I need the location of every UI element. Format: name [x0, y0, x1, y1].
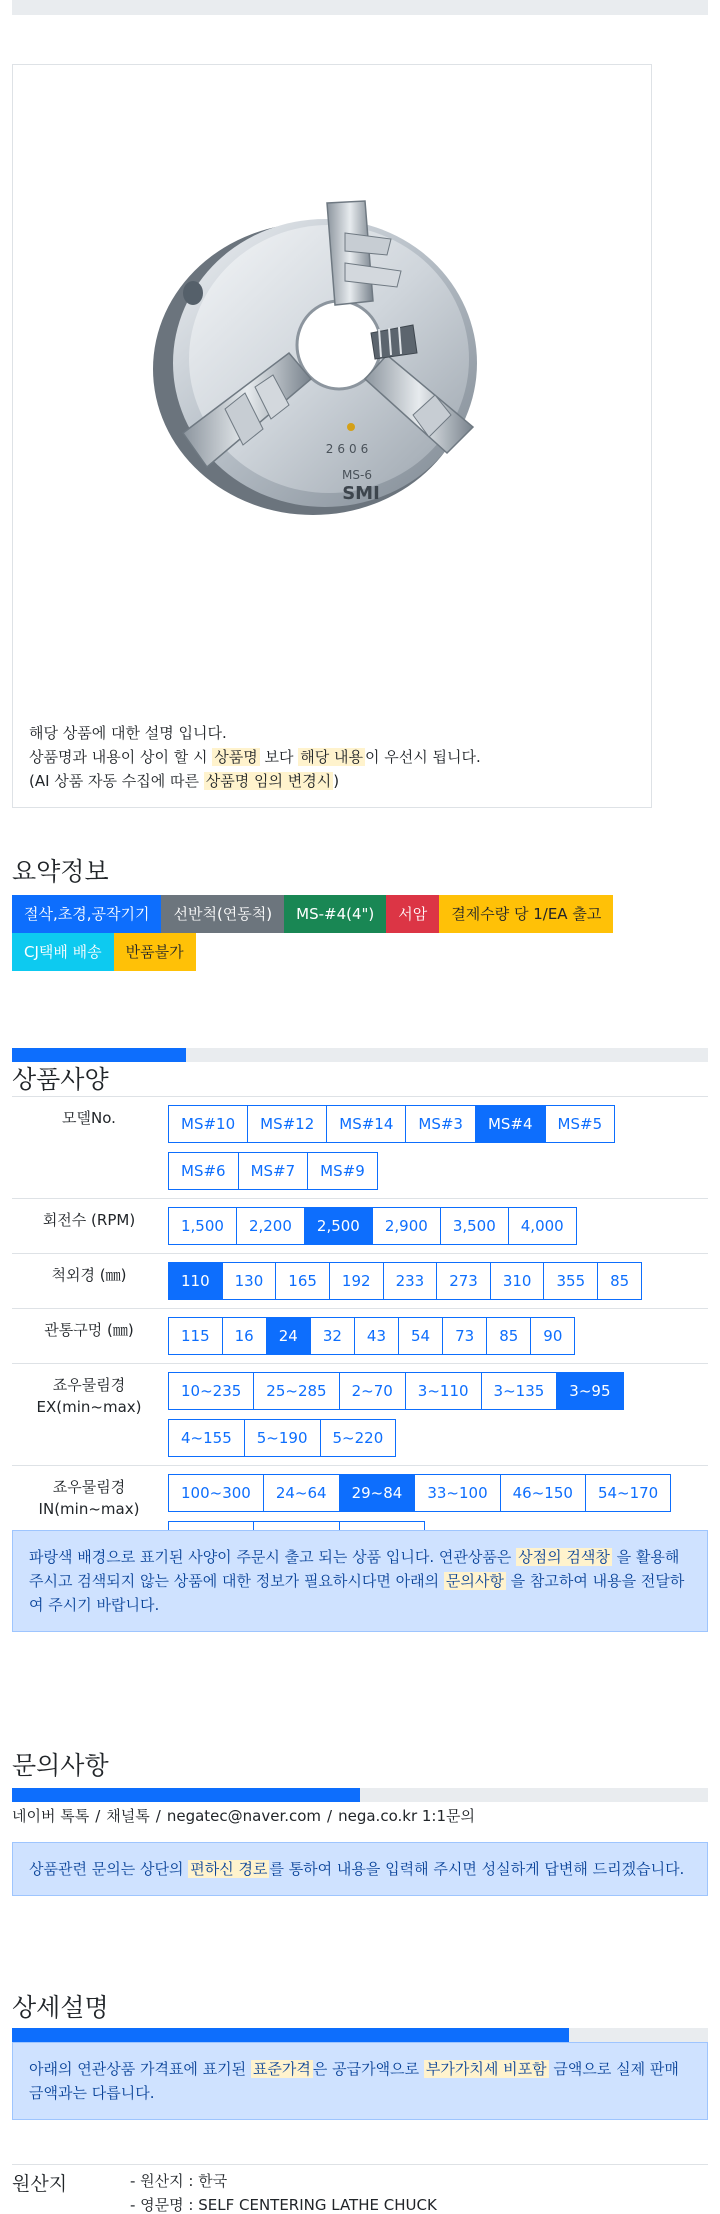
inquiry-notice: 상품관련 문의는 상단의 편하신 경로 를 통하여 내용을 입력해 주시면 성실하게 답변해 드리겠습니다. — [12, 1842, 708, 1896]
spec-option-button[interactable]: 33~100 — [414, 1474, 500, 1512]
spec-row-label: 죠우물림경 EX(min~max) — [12, 1364, 164, 1466]
spec-option-button[interactable]: 100~300 — [168, 1474, 264, 1512]
spec-option-button[interactable]: 110 — [168, 1262, 223, 1300]
spec-option-button[interactable]: 85 — [597, 1262, 642, 1300]
contact-link[interactable]: 채널톡 — [106, 1807, 150, 1825]
product-description — [29, 721, 481, 793]
spec-row-options — [164, 1364, 708, 1466]
spec-row — [12, 1364, 708, 1466]
spec-option-button[interactable]: 54 — [398, 1317, 443, 1355]
summary-tag: MS-#4(4") — [284, 895, 386, 933]
spec-option-button[interactable]: 355 — [543, 1262, 598, 1300]
summary-tag: CJ택배 배송 — [12, 933, 114, 971]
contact-link[interactable]: nega.co.kr 1:1문의 — [338, 1807, 475, 1825]
spec-row-options — [164, 1199, 708, 1254]
spec-row — [12, 1254, 708, 1309]
spec-option-button[interactable]: 2~70 — [339, 1372, 406, 1410]
spec-option-button[interactable]: 4~155 — [168, 1419, 245, 1457]
spec-row — [12, 1309, 708, 1364]
origin-country: - 원산지 : 한국 — [130, 2172, 228, 2190]
spec-option-button[interactable]: 4,000 — [508, 1207, 577, 1245]
contact-separator: / — [155, 1807, 161, 1825]
spec-row-options — [164, 1254, 708, 1309]
spec-option-button[interactable]: 16 — [222, 1317, 267, 1355]
spec-option-button[interactable]: 310 — [490, 1262, 545, 1300]
chuck-model-text: MS-6 — [342, 468, 372, 482]
detail-progress-bar — [12, 2028, 708, 2042]
inquiry-progress-bar — [12, 1788, 708, 1802]
spec-option-button[interactable]: 3,500 — [440, 1207, 509, 1245]
spec-option-button[interactable]: 5~220 — [320, 1419, 397, 1457]
inquiry-title: 문의사항 — [12, 1751, 109, 1780]
spec-option-button[interactable]: 192 — [329, 1262, 384, 1300]
spec-option-button[interactable]: 2,500 — [304, 1207, 373, 1245]
spec-option-button[interactable]: 25~285 — [253, 1372, 339, 1410]
contact-channels — [12, 1805, 475, 1826]
contact-separator: / — [327, 1807, 333, 1825]
spec-row-label: 죠우물림경 IN(min~max) — [12, 1466, 164, 1568]
spec-option-button[interactable]: 32 — [310, 1317, 355, 1355]
spec-option-button[interactable]: 24~64 — [263, 1474, 340, 1512]
contact-separator: / — [95, 1807, 101, 1825]
spec-row-label: 관통구멍 (㎜) — [12, 1309, 164, 1364]
spec-row-options — [164, 1097, 708, 1199]
origin-section — [12, 2164, 708, 2214]
origin-label: 원산지 — [12, 2173, 68, 2195]
detail-progress-fill — [12, 2028, 569, 2042]
spec-option-button[interactable]: 2,900 — [372, 1207, 441, 1245]
spec-option-button[interactable]: MS#9 — [307, 1152, 378, 1190]
spec-option-button[interactable]: 5~190 — [244, 1419, 321, 1457]
inquiry-progress-fill — [12, 1788, 360, 1802]
spec-option-button[interactable]: 233 — [383, 1262, 438, 1300]
spec-option-button[interactable]: MS#7 — [238, 1152, 309, 1190]
chuck-serial-text: 2606 — [325, 442, 373, 456]
detail-title: 상세설명 — [12, 1993, 109, 2022]
spec-option-button[interactable]: MS#3 — [405, 1105, 476, 1143]
spec-row — [12, 1199, 708, 1254]
summary-tag: 선반척(연동척) — [161, 895, 284, 933]
spec-option-button[interactable]: 73 — [442, 1317, 487, 1355]
summary-tag: 반품불가 — [114, 933, 196, 971]
spec-option-button[interactable]: MS#5 — [545, 1105, 616, 1143]
spec-option-button[interactable]: 90 — [530, 1317, 575, 1355]
spec-option-button[interactable]: 46~150 — [500, 1474, 586, 1512]
spec-row-options — [164, 1309, 708, 1364]
spec-row-label: 회전수 (RPM) — [12, 1199, 164, 1254]
spec-option-button[interactable]: 24 — [266, 1317, 311, 1355]
top-bar — [12, 0, 708, 15]
spec-option-button[interactable]: MS#10 — [168, 1105, 248, 1143]
spec-option-button[interactable]: 115 — [168, 1317, 223, 1355]
spec-notice: 파랑색 배경으로 표기된 사양이 주문시 출고 되는 상품 입니다. 연관상품은 상점의 검색창 을 활용해 주시고 검색되지 않는 상품에 대한 정보가 필요하시다면 아래의 문의사항 을 참고하여 내용을 전달하여 주시기 바랍니다. — [12, 1530, 708, 1632]
spec-option-button[interactable]: 85 — [486, 1317, 531, 1355]
spec-option-button[interactable]: 3~135 — [481, 1372, 558, 1410]
spec-option-button[interactable]: 2,200 — [236, 1207, 305, 1245]
spec-option-button[interactable]: 273 — [436, 1262, 491, 1300]
detail-notice: 아래의 연관상품 가격표에 표기된 표준가격 은 공급가액으로 부가가치세 비포함 금액으로 실제 판매금액과는 다릅니다. — [12, 2042, 708, 2120]
chuck-brand-text: SMI — [342, 483, 380, 504]
spec-row-label: 모델No. — [12, 1097, 164, 1199]
spec-option-button[interactable]: MS#14 — [326, 1105, 406, 1143]
summary-title: 요약정보 — [12, 857, 109, 886]
spec-option-button[interactable]: 54~170 — [585, 1474, 671, 1512]
summary-tag: 서암 — [386, 895, 439, 933]
contact-link[interactable]: negatec@naver.com — [166, 1807, 322, 1825]
spec-row-label: 척외경 (㎜) — [12, 1254, 164, 1309]
spec-option-button[interactable]: 130 — [222, 1262, 277, 1300]
desc-line-1: 해당 상품에 대한 설명 입니다. — [29, 724, 227, 742]
contact-link[interactable]: 네이버 톡톡 — [12, 1807, 90, 1825]
product-image — [113, 183, 513, 523]
summary-tag: 절삭,초경,공작기기 — [12, 895, 161, 933]
origin-values — [130, 2169, 437, 2214]
spec-option-button[interactable]: 3~95 — [556, 1372, 623, 1410]
spec-title: 상품사양 — [12, 1065, 109, 1094]
spec-option-button[interactable]: 1,500 — [168, 1207, 237, 1245]
spec-table — [12, 1096, 708, 1568]
product-image-box — [12, 64, 652, 808]
desc-line-3: (AI 상품 자동 수집에 따른 상품명 임의 변경시 ) — [29, 772, 340, 790]
origin-english-name: - 영문명 : SELF CENTERING LATHE CHUCK — [130, 2196, 437, 2214]
spec-option-button[interactable]: 43 — [354, 1317, 399, 1355]
spec-option-button[interactable]: 165 — [275, 1262, 330, 1300]
spec-progress-bar — [12, 1048, 708, 1062]
summary-tag: 결제수량 당 1/EA 출고 — [439, 895, 613, 933]
summary-tags — [12, 895, 712, 971]
spec-option-button[interactable]: MS#4 — [475, 1105, 546, 1143]
lathe-chuck-image — [113, 183, 513, 523]
spec-option-button[interactable]: 29~84 — [339, 1474, 416, 1512]
spec-option-button[interactable]: MS#12 — [247, 1105, 327, 1143]
spec-row — [12, 1097, 708, 1199]
spec-option-button[interactable]: MS#6 — [168, 1152, 239, 1190]
desc-line-2: 상품명과 내용이 상이 할 시 상품명 보다 해당 내용 이 우선시 됩니다. — [29, 748, 481, 766]
spec-option-button[interactable]: 3~110 — [405, 1372, 482, 1410]
spec-option-button[interactable]: 10~235 — [168, 1372, 254, 1410]
